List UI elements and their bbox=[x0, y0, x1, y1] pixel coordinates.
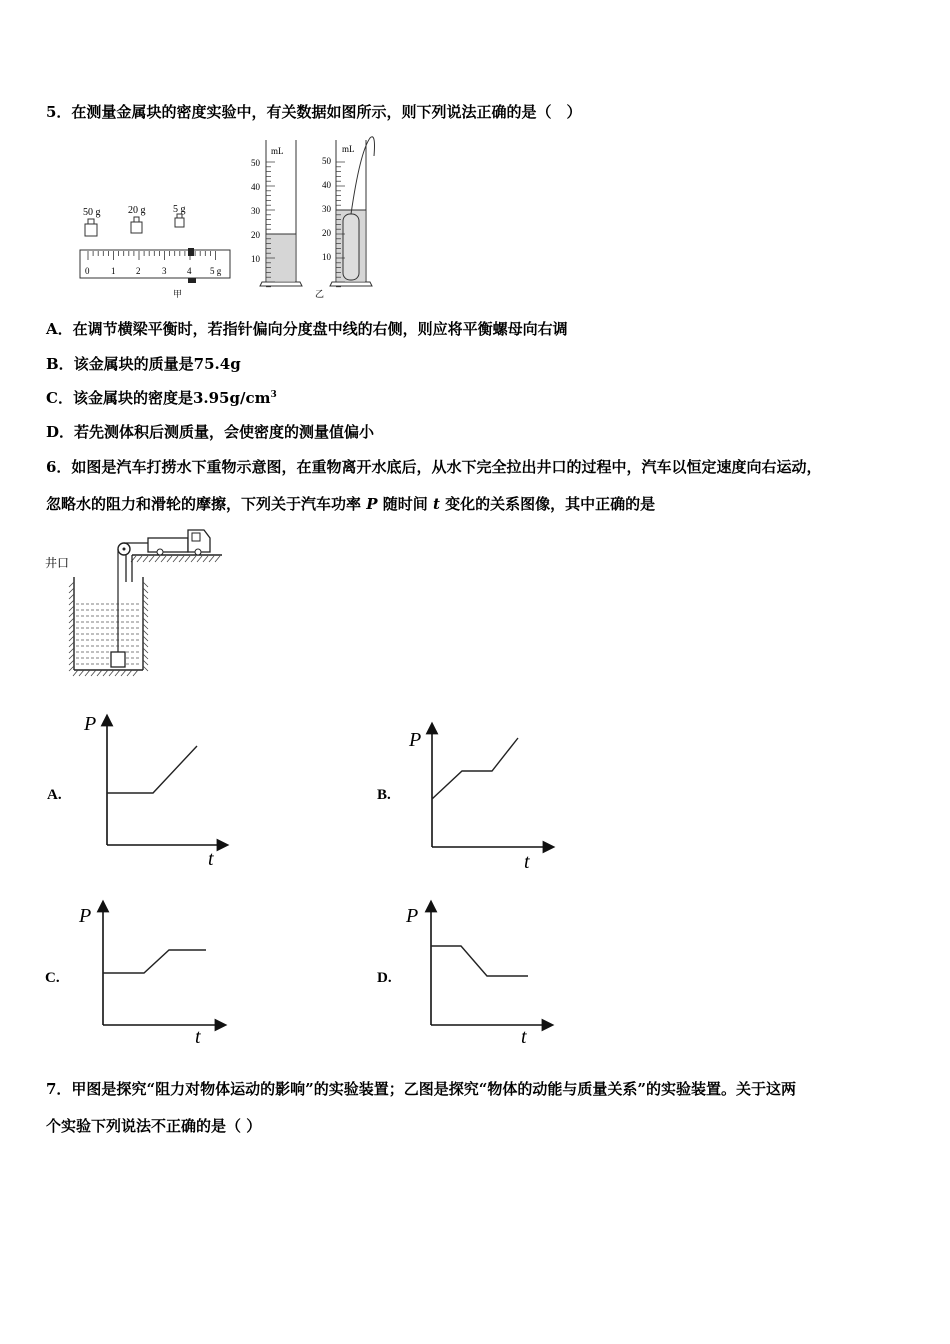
svg-text:P: P bbox=[409, 729, 422, 751]
svg-text:20 g: 20 g bbox=[128, 205, 146, 216]
well-label: 井口 bbox=[45, 556, 70, 570]
svg-text:5 g: 5 g bbox=[173, 204, 186, 215]
q6-option-a-label: A. bbox=[47, 787, 62, 803]
q6-option-d-label: D. bbox=[377, 970, 392, 986]
svg-text:P: P bbox=[84, 713, 97, 735]
caption-yi: 乙 bbox=[315, 289, 325, 299]
svg-text:20: 20 bbox=[251, 230, 260, 240]
svg-text:t: t bbox=[524, 851, 530, 873]
q5-option-a: A．在调节横梁平衡时，若指针偏向分度盘中线的右侧，则应将平衡螺母向右调 bbox=[46, 320, 568, 338]
svg-text:50 g: 50 g bbox=[83, 207, 101, 218]
svg-text:P: P bbox=[79, 905, 92, 927]
truck-icon bbox=[148, 530, 210, 555]
svg-text:mL: mL bbox=[342, 144, 355, 154]
svg-text:50: 50 bbox=[251, 158, 260, 168]
q6-graph-c bbox=[76, 898, 236, 1053]
q5-figure bbox=[70, 132, 410, 304]
heavy-object bbox=[111, 652, 125, 667]
svg-text:10: 10 bbox=[322, 252, 331, 262]
q5-option-d: D．若先测体积后测质量，会使密度的测量值偏小 bbox=[46, 423, 375, 441]
svg-text:t: t bbox=[521, 1026, 527, 1048]
svg-text:0: 0 bbox=[85, 266, 90, 276]
svg-text:t: t bbox=[195, 1026, 201, 1048]
svg-text:10: 10 bbox=[251, 254, 260, 264]
svg-text:mL: mL bbox=[271, 146, 284, 156]
weight-50g bbox=[83, 207, 101, 236]
q6-option-b-label: B. bbox=[377, 787, 391, 803]
balance-ruler bbox=[80, 248, 230, 283]
q6-graph-b bbox=[406, 716, 566, 876]
q7-stem-line2: 个实验下列说法不正确的是（ ） bbox=[46, 1117, 262, 1135]
svg-text:30: 30 bbox=[322, 204, 331, 214]
svg-text:5 g: 5 g bbox=[210, 266, 222, 276]
cylinder-2 bbox=[322, 137, 375, 287]
q7-stem-line1: 7．甲图是探究“阻力对物体运动的影响”的实验装置；乙图是探究“物体的动能与质量关系”的实验装置。关于这两 bbox=[46, 1080, 796, 1098]
q6-figure bbox=[44, 522, 234, 678]
caption-jia: 甲 bbox=[173, 289, 183, 299]
svg-text:20: 20 bbox=[322, 228, 331, 238]
q6-graph-d bbox=[404, 898, 564, 1053]
svg-text:P: P bbox=[406, 905, 419, 927]
weight-5g bbox=[173, 204, 186, 227]
q6-graph-a bbox=[80, 708, 240, 873]
q6-stem-line2: 忽略水的阻力和滑轮的摩擦，下列关于汽车功率 P 随时间 t 变化的关系图像，其中正确的是 bbox=[46, 495, 656, 513]
weight-20g bbox=[128, 205, 146, 233]
q6-option-c-label: C. bbox=[45, 970, 60, 986]
svg-text:30: 30 bbox=[251, 206, 260, 216]
q5-stem: 5．在测量金属块的密度实验中，有关数据如图所示，则下列说法正确的是（ ） bbox=[46, 103, 582, 121]
svg-text:1: 1 bbox=[111, 266, 116, 276]
svg-text:40: 40 bbox=[251, 182, 260, 192]
svg-text:4: 4 bbox=[187, 266, 192, 276]
cylinder-1 bbox=[251, 140, 302, 287]
svg-text:40: 40 bbox=[322, 180, 331, 190]
q6-stem-line1: 6．如图是汽车打捞水下重物示意图，在重物离开水底后，从水下完全拉出井口的过程中，汽车以恒定速度向右运动， bbox=[46, 458, 822, 476]
q5-option-c: C．该金属块的密度是$3.95g/cm^3$ bbox=[46, 389, 277, 407]
svg-text:2: 2 bbox=[136, 266, 141, 276]
svg-text:50: 50 bbox=[322, 156, 331, 166]
q5-option-b: B．该金属块的质量是75.4g bbox=[46, 355, 241, 373]
svg-text:3: 3 bbox=[162, 266, 167, 276]
svg-text:t: t bbox=[208, 848, 214, 870]
